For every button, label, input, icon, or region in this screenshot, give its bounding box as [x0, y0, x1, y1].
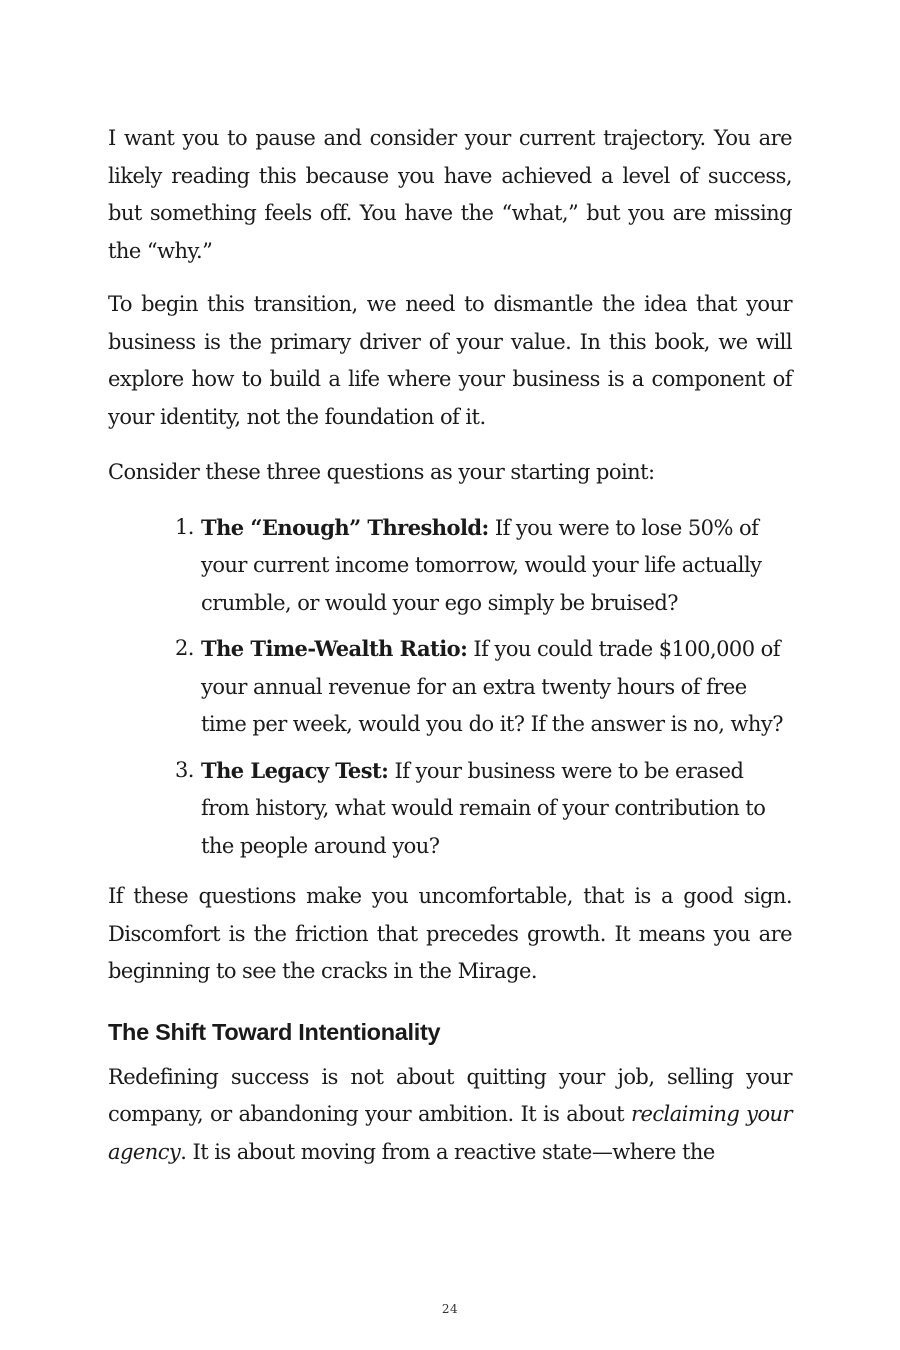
- list-item-text: If you were to lose 50% of your current income tomorrow, would your life actually crumble, or would your ego simply be bruised?: [201, 515, 762, 615]
- paragraph-redefining-start: Redefining success is not about quitting your job, selling your company, or abandoning your ambition. It is about: [108, 1064, 792, 1126]
- page-number: 24: [441, 1302, 459, 1316]
- list-item-number: 3.: [175, 757, 194, 782]
- list-item-number: 1.: [175, 514, 194, 539]
- list-item-term: The Legacy Test:: [201, 757, 389, 783]
- list-item-number: 2.: [175, 636, 194, 660]
- page-body: [108, 120, 792, 1171]
- list-item-term: The “Enough” Threshold:: [201, 514, 489, 540]
- paragraph-discomfort: If these questions make you uncomfortable, that is a good sign. Discomfort is the friction that precedes growth. It means you are beginning to see the cracks in the Mirage.: [108, 884, 792, 983]
- emphasis-reclaiming-agency: reclaiming your agency: [108, 1102, 792, 1164]
- paragraph-redefining-end: . It is about moving from a reactive state—where the: [180, 1139, 715, 1164]
- list-item: [175, 630, 783, 744]
- list-item: [175, 509, 783, 623]
- list-item-text: If you could trade $100,000 of your annual revenue for an extra twenty hours of free time per week, would you do it? If the answer is no, why?: [201, 637, 783, 736]
- list-item: [175, 752, 783, 866]
- paragraph-transition: To begin this transition, we need to dismantle the idea that your business is the primary driver of your value. In this book, we will explore how to build a life where your business is a component of your identity, not the foundation of it.: [108, 292, 792, 429]
- questions-list: [108, 509, 792, 866]
- paragraph-questions-intro: Consider these three questions as your starting point:: [108, 460, 655, 484]
- paragraph-redefining: [108, 1059, 792, 1172]
- list-item-term: The Time-Wealth Ratio:: [201, 636, 468, 661]
- paragraph-trajectory: I want you to pause and consider your current trajectory. You are likely reading this because you have achieved a level of success, but something feels off. You have the “what,” but you are missing the “why.”: [108, 126, 792, 263]
- section-heading: The Shift Toward Intentionality: [108, 1018, 441, 1045]
- list-item-text: If your business were to be erased from history, what would remain of your contribution to the people around you?: [201, 758, 766, 858]
